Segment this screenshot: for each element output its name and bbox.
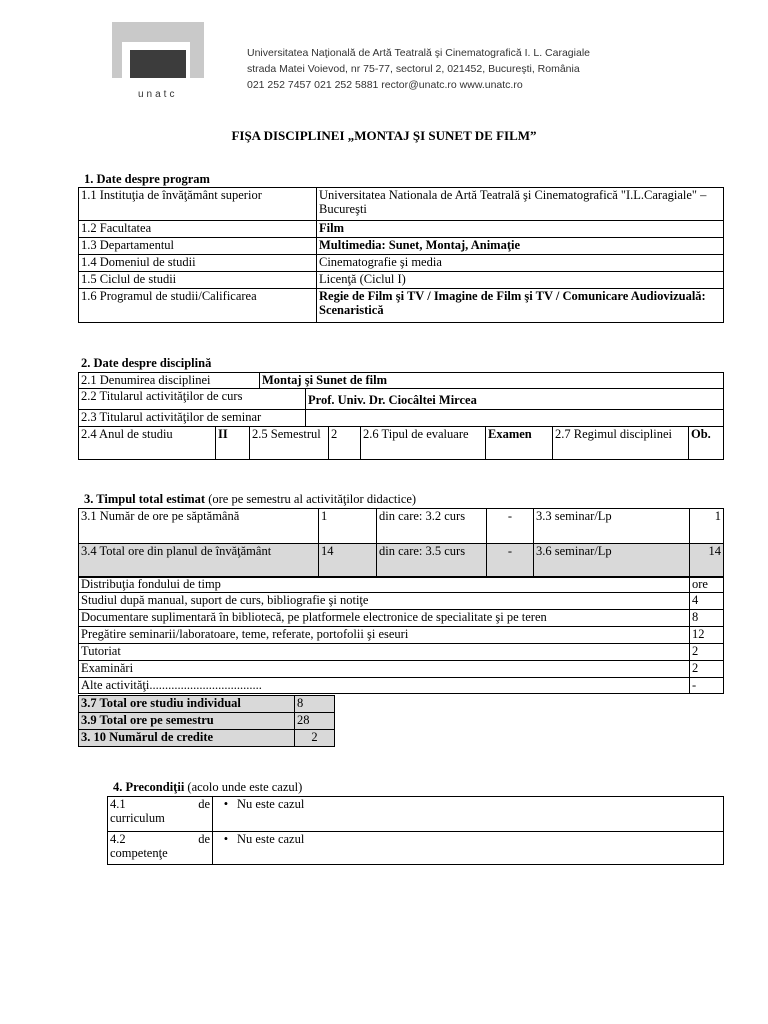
program-label: 1.6 Programul de studii/Calificarea [79,289,317,323]
evaluation-type-label: 2.6 Tipul de evaluare [361,427,486,460]
university-name: Universitatea Naţională de Artă Teatrală şi Cinematografică I. L. Caragiale [247,47,590,59]
precondition-number: 4.2 [110,832,126,846]
hours-value: 1 [319,509,377,544]
bullet-icon: • [223,832,229,846]
total-label: 3.7 Total ore studiu individual [79,696,295,713]
distribution-value: - [690,678,724,694]
distribution-label: Documentare suplimentară în bibliotecă, pe platformele electronice de specialitate şi pe teren [79,610,690,627]
program-label: 1.3 Departamentul [79,238,317,255]
distribution-label: Studiul după manual, suport de curs, bibliografie şi notiţe [79,593,690,610]
logo-mark [130,50,186,78]
distribution-value: 12 [690,627,724,644]
distribution-header-value: ore [690,577,724,593]
course-holder-label: 2.2 Titularul activităţilor de curs [79,389,306,410]
distribution-header-label: Distribuţia fondului de timp [79,577,690,593]
precondition-value [213,797,724,832]
hours-course-value: - [487,544,534,578]
total-value: 28 [295,713,335,730]
study-year-value: II [216,427,250,460]
seminar-holder-label: 2.3 Titularul activităţilor de seminar [79,410,306,427]
precondition-type: curriculum [110,811,165,825]
bullet-icon: • [223,797,229,811]
hours-label: 3.4 Total ore din planul de învăţământ [79,544,319,578]
hours-course-label: din care: 3.5 curs [377,544,487,578]
program-table [78,187,724,323]
time-distribution-table [78,576,724,694]
course-holder-table [78,388,724,427]
program-value: Multimedia: Sunet, Montaj, Animaţie [317,238,724,255]
precondition-label [108,797,213,832]
hours-label: 3.1 Număr de ore pe săptămână [79,509,319,544]
hours-per-week-table [78,508,724,578]
course-holder-value: Prof. Univ. Dr. Ciocâltei Mircea [306,389,724,410]
hours-seminar-value: 1 [690,509,724,544]
program-value: Cinematografie şi media [317,255,724,272]
hours-value: 14 [319,544,377,578]
distribution-value: 8 [690,610,724,627]
semester-label: 2.5 Semestrul [250,427,329,460]
university-contact: 021 252 7457 021 252 5881 rector@unatc.ro www.unatc.ro [247,79,523,91]
discipline-regime-label: 2.7 Regimul disciplinei [553,427,689,460]
distribution-value: 2 [690,661,724,678]
distribution-label: Alte activităţi.................................... [79,678,690,694]
program-label: 1.5 Ciclul de studii [79,272,317,289]
university-address: strada Matei Voievod, nr 75-77, sectorul 2, 021452, Bucureşti, România [247,63,580,75]
semester-value: 2 [329,427,361,460]
precondition-number: 4.1 [110,797,126,811]
program-value: Licenţă (Ciclul I) [317,272,724,289]
program-value: Regie de Film şi TV / Imagine de Film şi TV / Comunicare Audiovizuală: Scenaristică [317,289,724,323]
total-value: 2 [295,730,335,747]
program-label: 1.1 Instituţia de învăţământ superior [79,188,317,221]
hours-course-value: - [487,509,534,544]
section-3-heading [84,492,416,507]
section-3-note: (ore pe semestru al activităţilor didactice) [208,492,417,506]
study-year-label: 2.4 Anul de studiu [79,427,216,460]
document-title: FIŞA DISCIPLINEI „MONTAJ ŞI SUNET DE FILM” [231,128,537,143]
program-label: 1.2 Facultatea [79,221,317,238]
seminar-holder-value [306,410,724,427]
discipline-name-value: Montaj şi Sunet de film [260,373,724,389]
hours-seminar-label: 3.6 seminar/Lp [534,544,690,578]
distribution-label: Examinări [79,661,690,678]
distribution-label: Tutoriat [79,644,690,661]
precondition-label [108,832,213,865]
precondition-text: Nu este cazul [237,832,305,846]
distribution-value: 2 [690,644,724,661]
precondition-of: de [198,832,210,846]
section-4-title: 4. Precondiţii [113,780,185,794]
hours-seminar-value: 14 [690,544,724,578]
section-1-heading: 1. Date despre program [84,172,210,186]
discipline-name-table [78,372,724,389]
program-value: Film [317,221,724,238]
program-value: Universitatea Nationala de Artă Teatrală şi Cinematografică "I.L.Caragiale" – Bucureşti [317,188,724,221]
discipline-details-table [78,426,724,460]
precondition-value [213,832,724,865]
totals-table [78,695,335,747]
preconditions-table [107,796,724,865]
hours-seminar-label: 3.3 seminar/Lp [534,509,690,544]
distribution-label: Pregătire seminarii/laboratoare, teme, referate, portofolii şi eseuri [79,627,690,644]
distribution-value: 4 [690,593,724,610]
discipline-name-label: 2.1 Denumirea disciplinei [79,373,260,389]
precondition-of: de [198,797,210,811]
discipline-regime-value: Ob. [689,427,724,460]
precondition-type: competenţe [110,846,168,860]
section-3-title: 3. Timpul total estimat [84,492,206,506]
logo-text: unatc [138,89,178,100]
evaluation-type-value: Examen [486,427,553,460]
hours-course-label: din care: 3.2 curs [377,509,487,544]
section-4-note: (acolo unde este cazul) [187,780,303,794]
section-4-heading [113,780,302,795]
section-2-heading: 2. Date despre disciplină [81,356,212,370]
precondition-text: Nu este cazul [237,797,305,811]
program-label: 1.4 Domeniul de studii [79,255,317,272]
total-label: 3. 10 Numărul de credite [79,730,295,747]
total-label: 3.9 Total ore pe semestru [79,713,295,730]
total-value: 8 [295,696,335,713]
